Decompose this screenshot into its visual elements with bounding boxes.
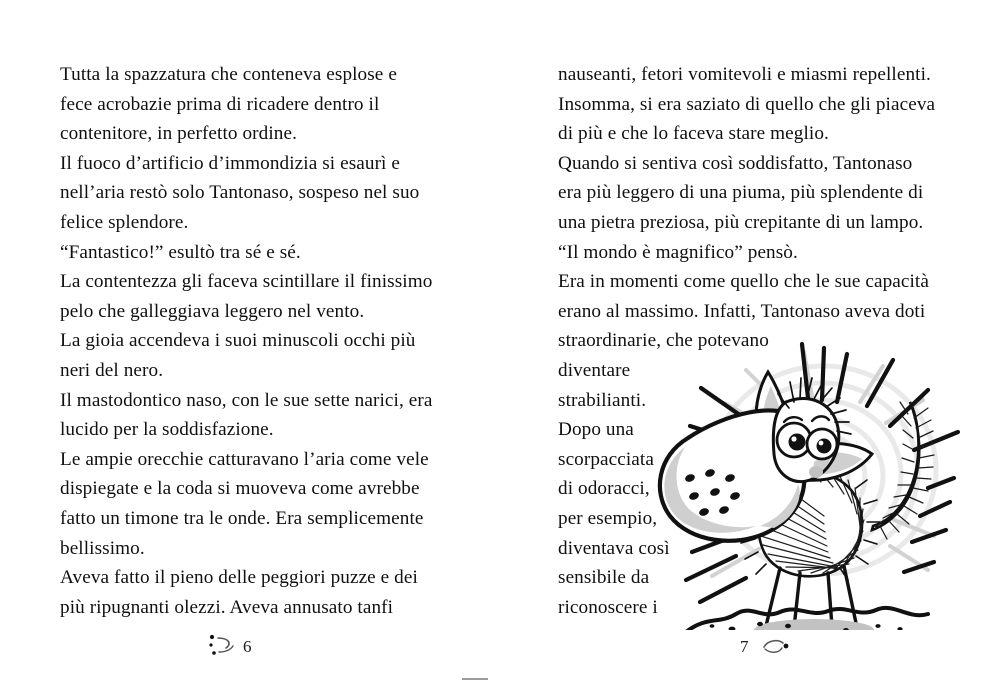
text-line: una pietra preziosa, più crepitante di un lampo.: [558, 211, 924, 233]
text-line: pelo che galleggiava leggero nel vento.: [60, 300, 365, 322]
text-line: nell’aria restò solo Tantonaso, sospeso nel suo: [60, 182, 420, 204]
text-line: Dopo una: [558, 419, 634, 441]
text-line: scorpacciata: [558, 448, 654, 470]
text-line: “Fantastico!” esultò tra sé e sé.: [60, 241, 301, 263]
tantonaso-creature-illustration: [628, 330, 973, 630]
text-line: diventare: [558, 359, 631, 381]
text-line: di più e che lo faceva stare meglio.: [558, 123, 829, 145]
cheek-blush-icon: [809, 466, 823, 478]
text-line: più ripugnanti olezzi. Aveva annusato tanfi: [60, 596, 394, 618]
text-line: erano al massimo. Infatti, Tantonaso aveva doti: [558, 300, 926, 322]
folio-ornament-left: [207, 633, 241, 659]
text-line: straordinarie, che potevano: [558, 330, 769, 352]
text-line: La contentezza gli faceva scintillare il finissimo: [60, 271, 433, 293]
text-line: sensibile da: [558, 567, 650, 589]
text-line: Aveva fatto il pieno delle peggiori puzze e dei: [60, 567, 418, 589]
text-line: lucido per la soddisfazione.: [60, 419, 274, 441]
left-page-text-column: [60, 60, 480, 622]
folio-ornament-right: [760, 636, 794, 662]
text-line: riconoscere i: [558, 596, 658, 618]
left-page-paragraph: [60, 60, 480, 622]
text-line: di odoracci,: [558, 478, 650, 500]
text-line: Quando si sentiva così soddisfatto, Tantonaso: [558, 152, 913, 174]
text-line: neri del nero.: [60, 359, 164, 381]
text-line: felice splendore.: [60, 211, 189, 233]
dirt-mound-icon: [686, 608, 928, 630]
page-number-right: 7: [740, 637, 749, 656]
text-line: dispiegate e la coda si muoveva come avrebbe: [60, 478, 420, 500]
text-line: Il fuoco d’artificio d’immondizia si esaurì e: [60, 152, 400, 174]
text-line: bellissimo.: [60, 537, 145, 559]
text-line: era più leggero di una piuma, più splendente di: [558, 182, 924, 204]
text-line: strabilianti.: [558, 389, 647, 411]
text-line: Il mastodontico naso, con le sue sette narici, era: [60, 389, 433, 411]
text-line: diventava così: [558, 537, 670, 559]
text-line: nauseanti, fetori vomitevoli e miasmi repellenti.: [558, 64, 931, 85]
text-line: La gioia accendeva i suoi minuscoli occhi più: [60, 330, 416, 352]
text-line: per esempio,: [558, 507, 658, 529]
text-line: contenitore, in perfetto ordine.: [60, 123, 297, 145]
text-line: Era in momenti come quello che le sue capacità: [558, 271, 929, 293]
text-line: Tutta la spazzatura che conteneva esplose e: [60, 64, 397, 85]
page-number-left: 6: [243, 637, 252, 656]
text-line: Le ampie orecchie catturavano l’aria come vele: [60, 448, 429, 470]
text-line: fece acrobazie prima di ricadere dentro il: [60, 93, 380, 115]
text-line: Insomma, si era saziato di quello che gli piaceva: [558, 93, 936, 115]
gutter-tick-mark: [462, 678, 488, 680]
text-line: “Il mondo è magnifico” pensò.: [558, 241, 798, 263]
text-line: fatto un timone tra le onde. Era semplicemente: [60, 507, 424, 529]
